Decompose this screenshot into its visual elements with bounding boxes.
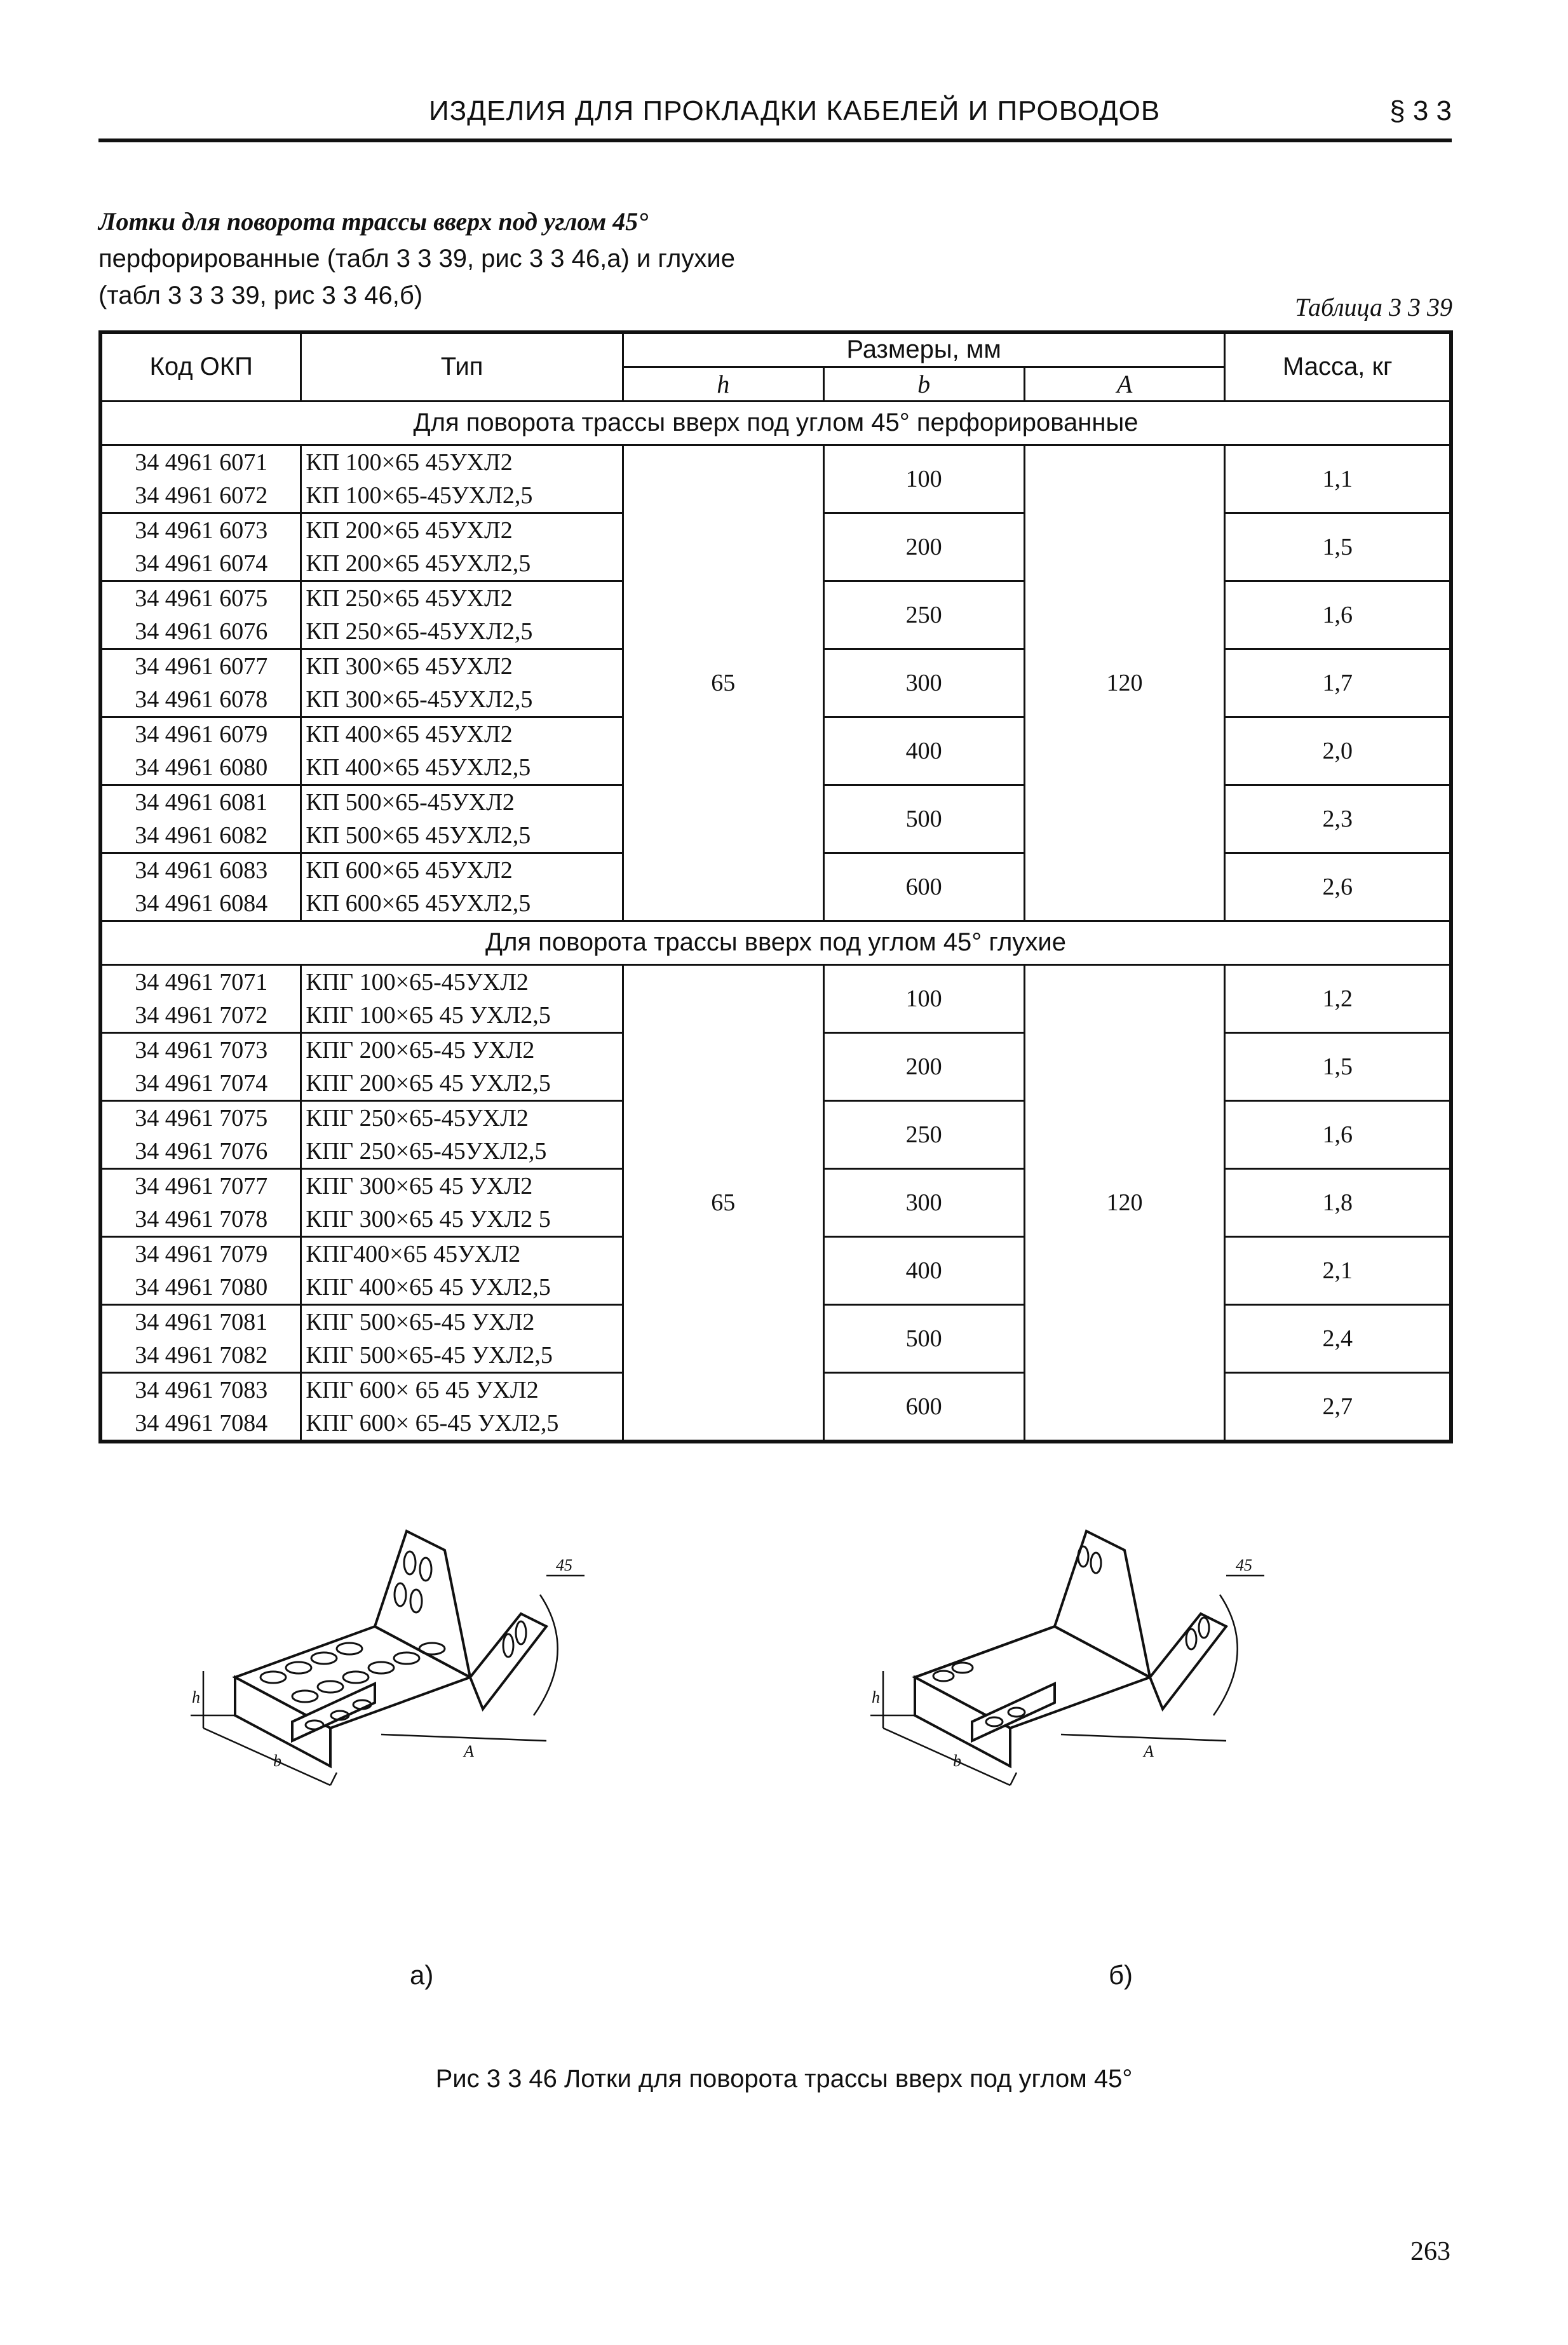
okp-code-cell	[100, 1372, 301, 1442]
okp-code: 34 4961 6079	[135, 720, 268, 748]
width-b-cell: 300	[823, 1168, 1024, 1236]
section-row	[100, 401, 1451, 445]
okp-code: 34 4961 6073	[135, 517, 268, 544]
type-designation: КПГ 500×65-45 УХЛ2,5	[306, 1341, 553, 1368]
table-body	[100, 401, 1451, 1442]
okp-code-cell	[100, 581, 301, 649]
okp-code: 34 4961 7071	[135, 968, 268, 996]
fig-b-dim-angle: 45	[1236, 1556, 1252, 1574]
width-b-cell: 400	[823, 717, 1024, 785]
okp-code-cell	[100, 717, 301, 785]
mass-cell: 2,0	[1225, 717, 1451, 785]
mass-cell: 1,8	[1225, 1168, 1451, 1236]
height-h-cell: 65	[623, 964, 823, 1442]
mass-cell: 1,2	[1225, 964, 1451, 1032]
mass-cell: 1,1	[1225, 445, 1451, 513]
type-cell	[301, 1372, 623, 1442]
header-b: b	[823, 367, 1024, 401]
header-mass: Масса, кг	[1225, 332, 1451, 401]
size-a-cell: 120	[1024, 964, 1225, 1442]
type-cell	[301, 785, 623, 853]
type-designation: КПГ 200×65-45 УХЛ2	[306, 1036, 535, 1064]
fig-b-dim-b: b	[953, 1752, 961, 1770]
type-designation: КП 100×65-45УХЛ2,5	[306, 482, 533, 509]
width-b-cell: 500	[823, 1304, 1024, 1372]
mass-cell: 1,7	[1225, 649, 1451, 717]
fig-a-dim-a: A	[464, 1742, 474, 1760]
okp-code: 34 4961 6084	[135, 889, 268, 917]
type-designation: КПГ 600× 65 45 УХЛ2	[306, 1376, 539, 1403]
width-b-cell: 600	[823, 1372, 1024, 1442]
okp-code-cell	[100, 1100, 301, 1168]
okp-code-cell	[100, 1032, 301, 1100]
type-designation: КП 400×65 45УХЛ2,5	[306, 754, 531, 781]
mass-cell: 2,7	[1225, 1372, 1451, 1442]
okp-code-cell	[100, 1236, 301, 1304]
type-designation: КПГ 100×65-45УХЛ2	[306, 968, 529, 996]
okp-code: 34 4961 7076	[135, 1137, 268, 1165]
type-cell	[301, 1168, 623, 1236]
intro-text	[98, 203, 829, 314]
type-designation: КПГ 300×65 45 УХЛ2 5	[306, 1205, 551, 1233]
section-number: § 3 3	[1389, 95, 1452, 126]
header-h: h	[623, 367, 823, 401]
figure-illustrations	[165, 1512, 1404, 1957]
mass-cell: 2,4	[1225, 1304, 1451, 1372]
fig-a-dim-h: h	[192, 1688, 200, 1706]
intro-line-2: (табл 3 3 3 39, рис 3 3 46,б)	[98, 281, 423, 309]
okp-code: 34 4961 7079	[135, 1240, 268, 1267]
okp-code-cell	[100, 785, 301, 853]
okp-code: 34 4961 6074	[135, 550, 268, 577]
height-h-cell: 65	[623, 445, 823, 921]
okp-code: 34 4961 6075	[135, 585, 268, 612]
okp-code: 34 4961 6081	[135, 788, 268, 816]
table-row	[100, 445, 1451, 513]
type-designation: КПГ 200×65 45 УХЛ2,5	[306, 1069, 551, 1097]
table-caption: Таблица 3 3 39	[1295, 293, 1452, 321]
okp-code: 34 4961 7077	[135, 1172, 268, 1200]
width-b-cell: 250	[823, 1100, 1024, 1168]
size-a-cell: 120	[1024, 445, 1225, 921]
spec-table	[98, 330, 1453, 1443]
mass-cell: 2,1	[1225, 1236, 1451, 1304]
type-designation: КП 500×65 45УХЛ2,5	[306, 821, 531, 849]
figure-b-solid-tray	[870, 1531, 1264, 1785]
figure-caption: Рис 3 3 46 Лотки для поворота трассы вверх под углом 45°	[435, 2065, 1133, 2093]
okp-code: 34 4961 6071	[135, 449, 268, 476]
type-designation: КПГ 250×65-45УХЛ2	[306, 1104, 529, 1132]
type-cell	[301, 717, 623, 785]
okp-code: 34 4961 7080	[135, 1273, 268, 1301]
section-title: Для поворота трассы вверх под углом 45° глухие	[100, 921, 1451, 964]
okp-code: 34 4961 6080	[135, 754, 268, 781]
width-b-cell: 200	[823, 1032, 1024, 1100]
okp-code: 34 4961 7074	[135, 1069, 268, 1097]
mass-cell: 1,6	[1225, 581, 1451, 649]
intro-line-1: перфорированные (табл 3 3 39, рис 3 3 46,а) и глухие	[98, 245, 735, 273]
type-designation: КПГ 250×65-45УХЛ2,5	[306, 1137, 547, 1165]
fig-a-dim-angle: 45	[556, 1556, 572, 1574]
type-designation: КП 400×65 45УХЛ2	[306, 720, 513, 748]
section-title: Для поворота трассы вверх под углом 45° перфорированные	[100, 401, 1451, 445]
type-cell	[301, 649, 623, 717]
okp-code-cell	[100, 1304, 301, 1372]
table-row	[100, 964, 1451, 1032]
type-designation: КПГ 100×65 45 УХЛ2,5	[306, 1001, 551, 1029]
width-b-cell: 600	[823, 853, 1024, 921]
width-b-cell: 400	[823, 1236, 1024, 1304]
type-cell	[301, 853, 623, 921]
type-designation: КП 600×65 45УХЛ2	[306, 856, 513, 884]
type-cell	[301, 1032, 623, 1100]
fig-b-dim-a: A	[1144, 1742, 1154, 1760]
okp-code: 34 4961 7078	[135, 1205, 268, 1233]
width-b-cell: 500	[823, 785, 1024, 853]
type-designation: КПГ 500×65-45 УХЛ2	[306, 1308, 535, 1335]
okp-code-cell	[100, 445, 301, 513]
header-code: Код ОКП	[100, 332, 301, 401]
type-cell	[301, 445, 623, 513]
type-cell	[301, 964, 623, 1032]
figure-b-label: б)	[1109, 1960, 1133, 1990]
okp-code-cell	[100, 964, 301, 1032]
type-designation: КП 500×65-45УХЛ2	[306, 788, 515, 816]
okp-code-cell	[100, 1168, 301, 1236]
section-row	[100, 921, 1451, 964]
okp-code: 34 4961 6076	[135, 618, 268, 645]
width-b-cell: 100	[823, 445, 1024, 513]
type-designation: КП 300×65-45УХЛ2,5	[306, 686, 533, 713]
mass-cell: 1,5	[1225, 1032, 1451, 1100]
type-designation: КПГ400×65 45УХЛ2	[306, 1240, 521, 1267]
width-b-cell: 100	[823, 964, 1024, 1032]
type-cell	[301, 1100, 623, 1168]
mass-cell: 2,6	[1225, 853, 1451, 921]
okp-code: 34 4961 7084	[135, 1409, 268, 1436]
type-designation: КПГ 400×65 45 УХЛ2,5	[306, 1273, 551, 1301]
okp-code-cell	[100, 649, 301, 717]
okp-code: 34 4961 6077	[135, 652, 268, 680]
okp-code-cell	[100, 513, 301, 581]
width-b-cell: 250	[823, 581, 1024, 649]
okp-code: 34 4961 7073	[135, 1036, 268, 1064]
type-cell	[301, 1304, 623, 1372]
type-cell	[301, 581, 623, 649]
okp-code: 34 4961 7081	[135, 1308, 268, 1335]
okp-code: 34 4961 7083	[135, 1376, 268, 1403]
type-designation: КП 300×65 45УХЛ2	[306, 652, 513, 680]
type-designation: КП 250×65 45УХЛ2	[306, 585, 513, 612]
type-cell	[301, 513, 623, 581]
figure-a-perforated-tray	[191, 1531, 585, 1785]
fig-a-dim-b: b	[273, 1752, 281, 1770]
fig-b-dim-h: h	[872, 1688, 880, 1706]
okp-code: 34 4961 6082	[135, 821, 268, 849]
type-designation: КП 250×65-45УХЛ2,5	[306, 618, 533, 645]
mass-cell: 1,5	[1225, 513, 1451, 581]
okp-code-cell	[100, 853, 301, 921]
type-designation: КП 200×65 45УХЛ2,5	[306, 550, 531, 577]
page-number: 263	[1410, 2237, 1450, 2266]
okp-code: 34 4961 6083	[135, 856, 268, 884]
header-dimensions: Размеры, мм	[623, 332, 1225, 367]
intro-lead: Лотки для поворота трассы вверх под углом 45°	[98, 207, 649, 236]
page-header	[98, 94, 1452, 142]
header-a: A	[1024, 367, 1225, 401]
type-designation: КПГ 600× 65-45 УХЛ2,5	[306, 1409, 559, 1436]
okp-code: 34 4961 6072	[135, 482, 268, 509]
width-b-cell: 300	[823, 649, 1024, 717]
mass-cell: 1,6	[1225, 1100, 1451, 1168]
type-designation: КПГ 300×65 45 УХЛ2	[306, 1172, 533, 1200]
mass-cell: 2,3	[1225, 785, 1451, 853]
okp-code: 34 4961 6078	[135, 686, 268, 713]
figure-a-label: а)	[410, 1960, 434, 1990]
running-title: ИЗДЕЛИЯ ДЛЯ ПРОКЛАДКИ КАБЕЛЕЙ И ПРОВОДОВ	[429, 95, 1161, 126]
type-designation: КП 600×65 45УХЛ2,5	[306, 889, 531, 917]
type-designation: КП 100×65 45УХЛ2	[306, 449, 513, 476]
okp-code: 34 4961 7072	[135, 1001, 268, 1029]
okp-code: 34 4961 7075	[135, 1104, 268, 1132]
okp-code: 34 4961 7082	[135, 1341, 268, 1368]
header-type: Тип	[301, 332, 623, 401]
type-cell	[301, 1236, 623, 1304]
width-b-cell: 200	[823, 513, 1024, 581]
type-designation: КП 200×65 45УХЛ2	[306, 517, 513, 544]
